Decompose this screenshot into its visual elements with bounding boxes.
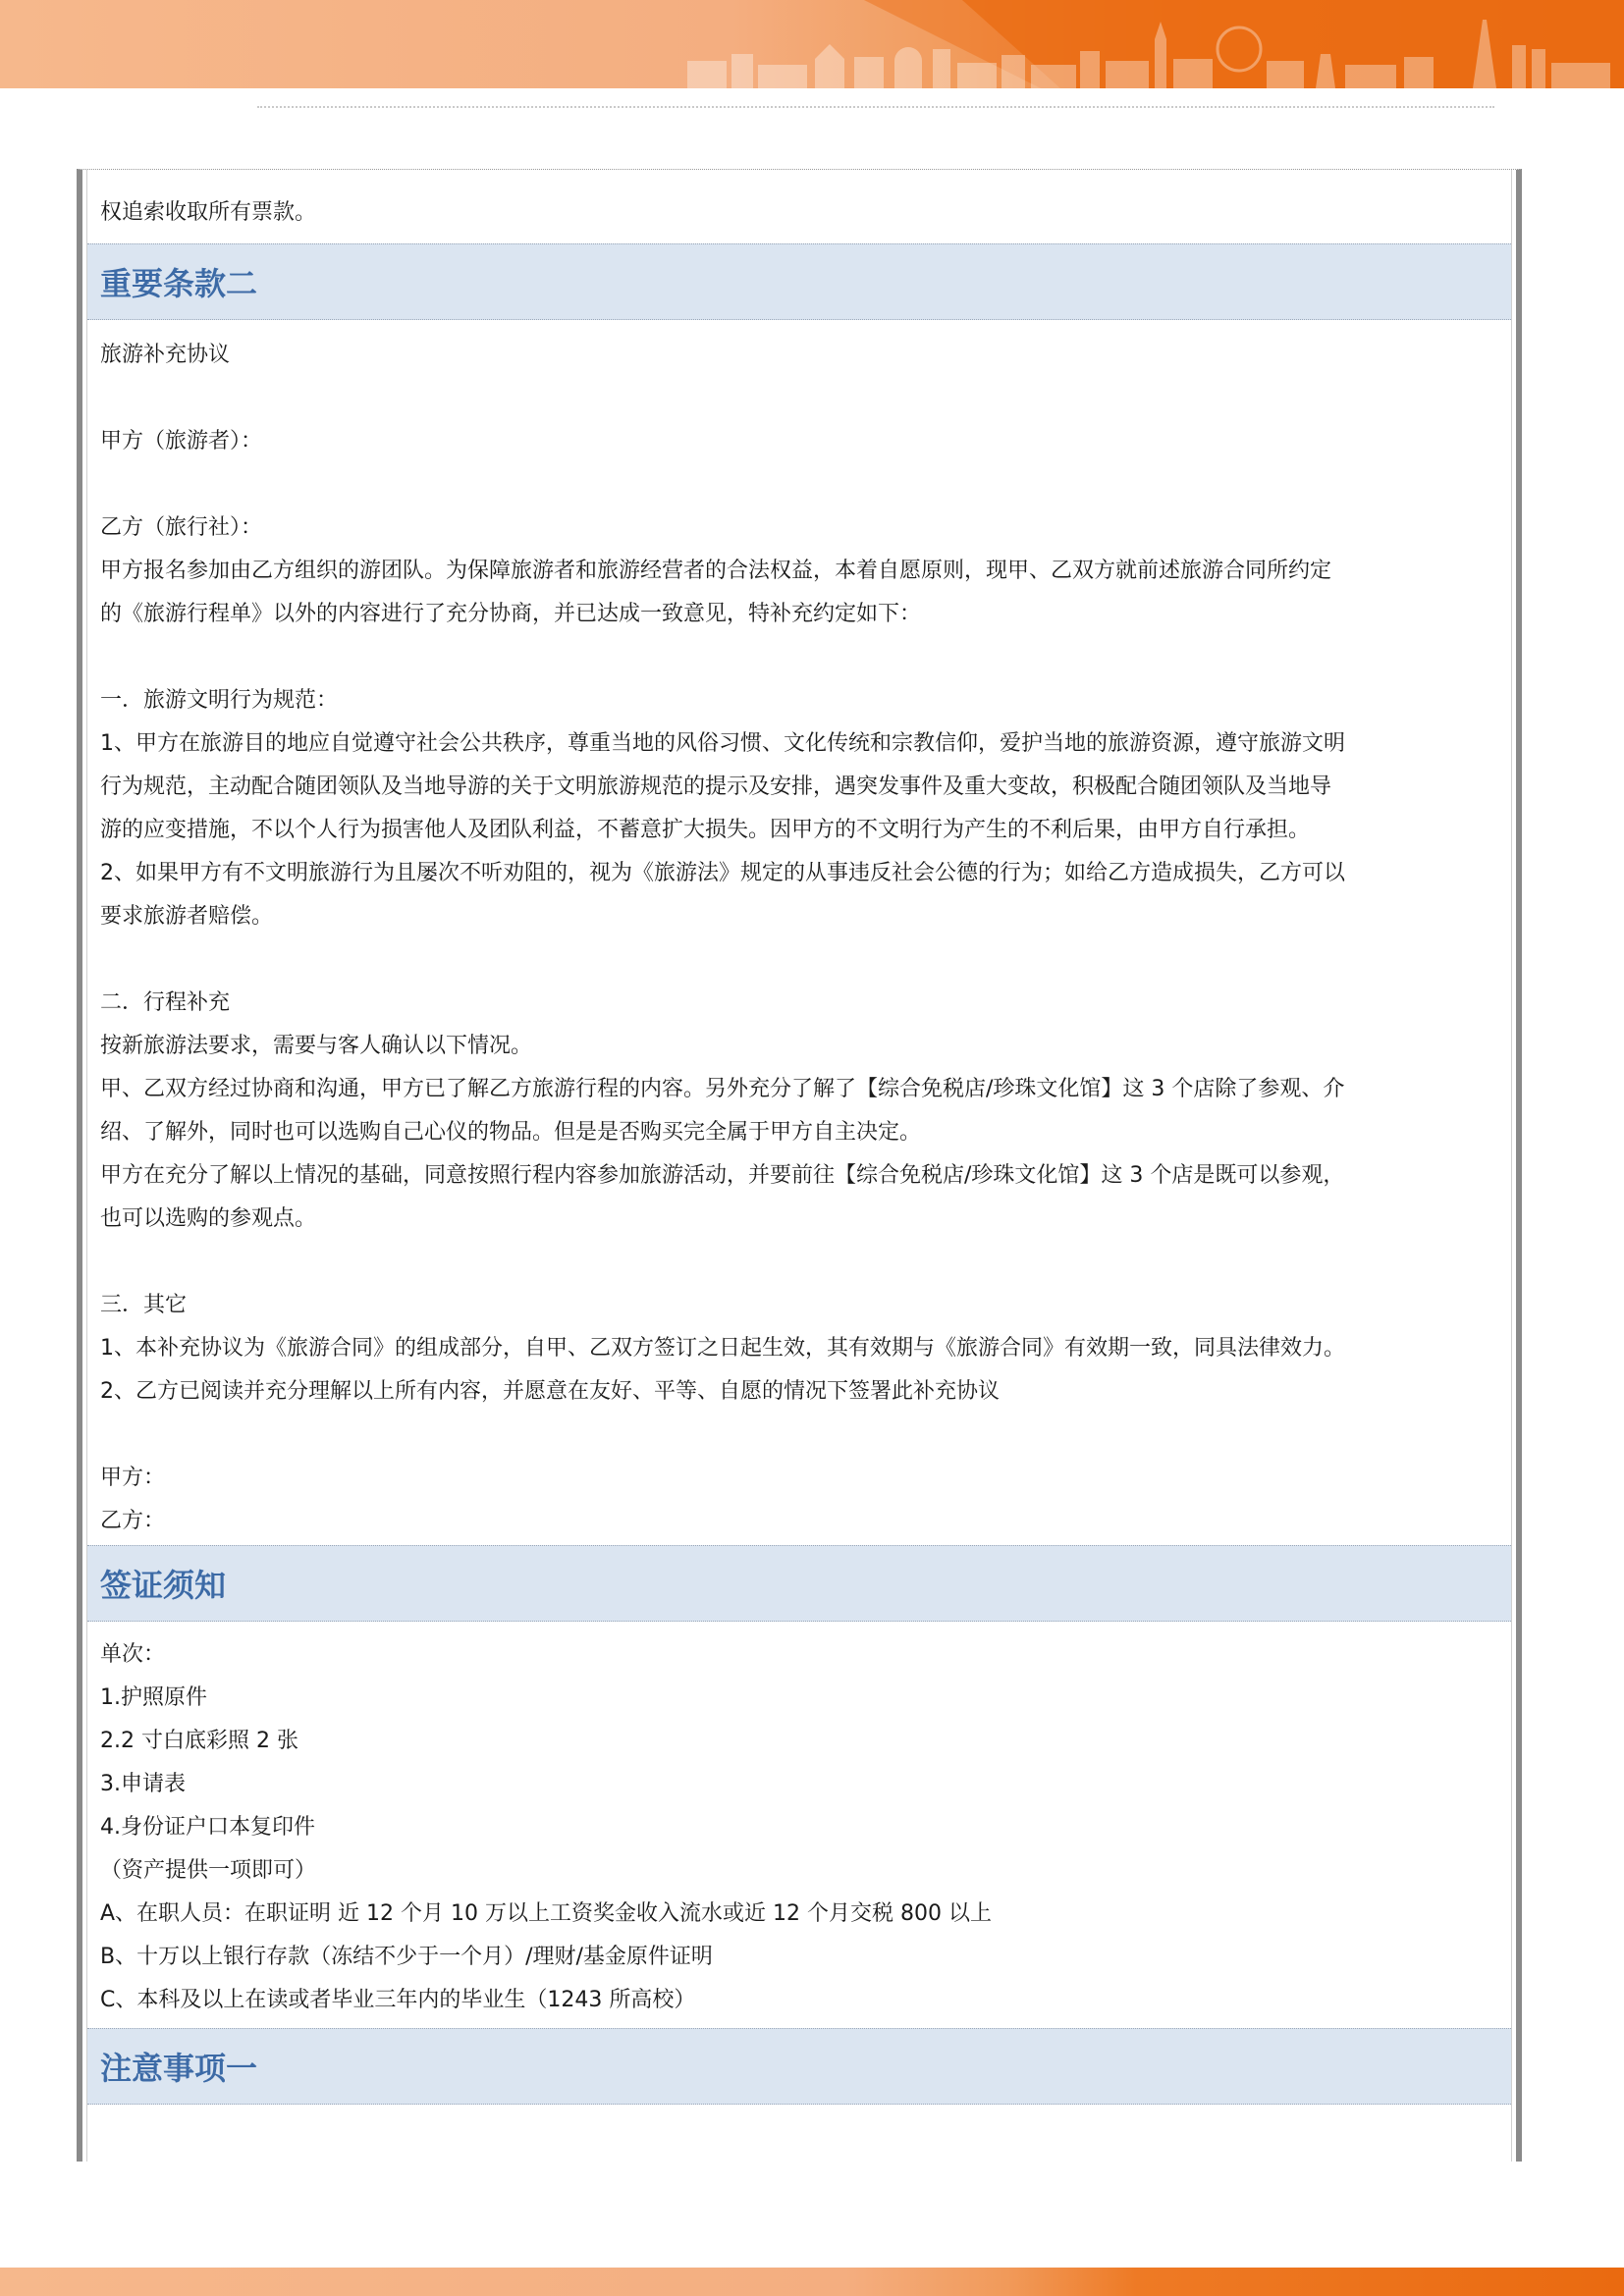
visa-line: C、本科及以上在读或者毕业三年内的毕业生（1243 所高校） (100, 1988, 696, 2012)
bottom-banner (0, 2268, 1624, 2296)
part1-item2-line: 2、如果甲方有不文明旅游行为且屡次不听劝阻的，视为《旅游法》规定的从事违反社会公德的行为；如给乙方造成损失，乙方可以 (100, 861, 1346, 885)
signature-party-b: 乙方： (100, 1509, 166, 1533)
header-divider (257, 106, 1494, 108)
visa-line: 3.申请表 (100, 1772, 186, 1796)
continuation-text: 权追索收取所有票款。 (100, 200, 317, 225)
section-title-visa-notes: 签证须知 (87, 1545, 1511, 1622)
part1-item1-line: 1、甲方在旅游目的地应自觉遵守社会公共秩序，尊重当地的风俗习惯、文化传统和宗教信仰，爱护当地的旅游资源，遵守旅游文明 (100, 731, 1346, 756)
section-title-notice-1: 注意事项一 (87, 2028, 1511, 2105)
part3-heading: 三．其它 (100, 1293, 188, 1317)
signature-party-a: 甲方： (100, 1466, 166, 1490)
visa-line: 1.护照原件 (100, 1685, 207, 1710)
party-b-label: 乙方（旅行社）： (100, 515, 263, 540)
part2-heading: 二．行程补充 (100, 990, 231, 1015)
agreement-title: 旅游补充协议 (100, 343, 231, 367)
part3-line: 1、本补充协议为《旅游合同》的组成部分，自甲、乙双方签订之日起生效，其有效期与《旅游合同》有效期一致，同具法律效力。 (100, 1336, 1346, 1361)
content-frame (77, 169, 1522, 2162)
visa-requirements (87, 1622, 1511, 2022)
part1-item2-line: 要求旅游者赔偿。 (100, 904, 274, 929)
visa-line: A、在职人员：在职证明 近 12 个月 10 万以上工资奖金收入流水或近 12 个月交税 800 以上 (100, 1901, 992, 1926)
preamble-line: 的《旅游行程单》以外的内容进行了充分协商，并已达成一致意见，特补充约定如下： (100, 602, 922, 626)
content-body (86, 170, 1512, 2162)
visa-line: 单次： (100, 1642, 166, 1667)
part2-line: 也可以选购的参观点。 (100, 1206, 317, 1231)
part2-line: 按新旅游法要求，需要与客人确认以下情况。 (100, 1034, 533, 1058)
visa-line: 2.2 寸白底彩照 2 张 (100, 1729, 298, 1753)
visa-line: 4.身份证户口本复印件 (100, 1815, 315, 1840)
top-banner (0, 0, 1624, 88)
visa-line: （资产提供一项即可） (100, 1858, 317, 1883)
visa-line: B、十万以上银行存款（冻结不少于一个月）/理财/基金原件证明 (100, 1945, 713, 1969)
party-a-label: 甲方（旅游者）： (100, 429, 263, 454)
part3-line: 2、乙方已阅读并充分理解以上所有内容，并愿意在友好、平等、自愿的情况下签署此补充协议 (100, 1379, 1001, 1404)
city-skyline-graphic (0, 0, 1624, 88)
part1-item1-line: 行为规范，主动配合随团领队及当地导游的关于文明旅游规范的提示及安排，遇突发事件及重大变故，积极配合随团领队及当地导 (100, 774, 1332, 799)
preamble-line: 甲方报名参加由乙方组织的游团队。为保障旅游者和旅游经营者的合法权益，本着自愿原则，现甲、乙双方就前述旅游合同所约定 (100, 559, 1332, 583)
part2-line: 甲、乙双方经过协商和沟通，甲方已了解乙方旅游行程的内容。另外充分了解了【综合免税店/珍珠文化馆】这 3 个店除了参观、介 (100, 1077, 1345, 1101)
part1-heading: 一．旅游文明行为规范： (100, 688, 339, 713)
part1-item1-line: 游的应变措施，不以个人行为损害他人及团队利益，不蓄意扩大损失。因甲方的不文明行为产生的不利后果，由甲方自行承担。 (100, 818, 1311, 842)
part2-line: 绍、了解外，同时也可以选购自己心仪的物品。但是是否购买完全属于甲方自主决定。 (100, 1120, 922, 1145)
part2-line: 甲方在充分了解以上情况的基础，同意按照行程内容参加旅游活动，并要前往【综合免税店/珍珠文化馆】这 3 个店是既可以参观， (100, 1163, 1345, 1188)
supplementary-agreement (87, 320, 1511, 1543)
section-title-important-clause-2: 重要条款二 (87, 243, 1511, 320)
